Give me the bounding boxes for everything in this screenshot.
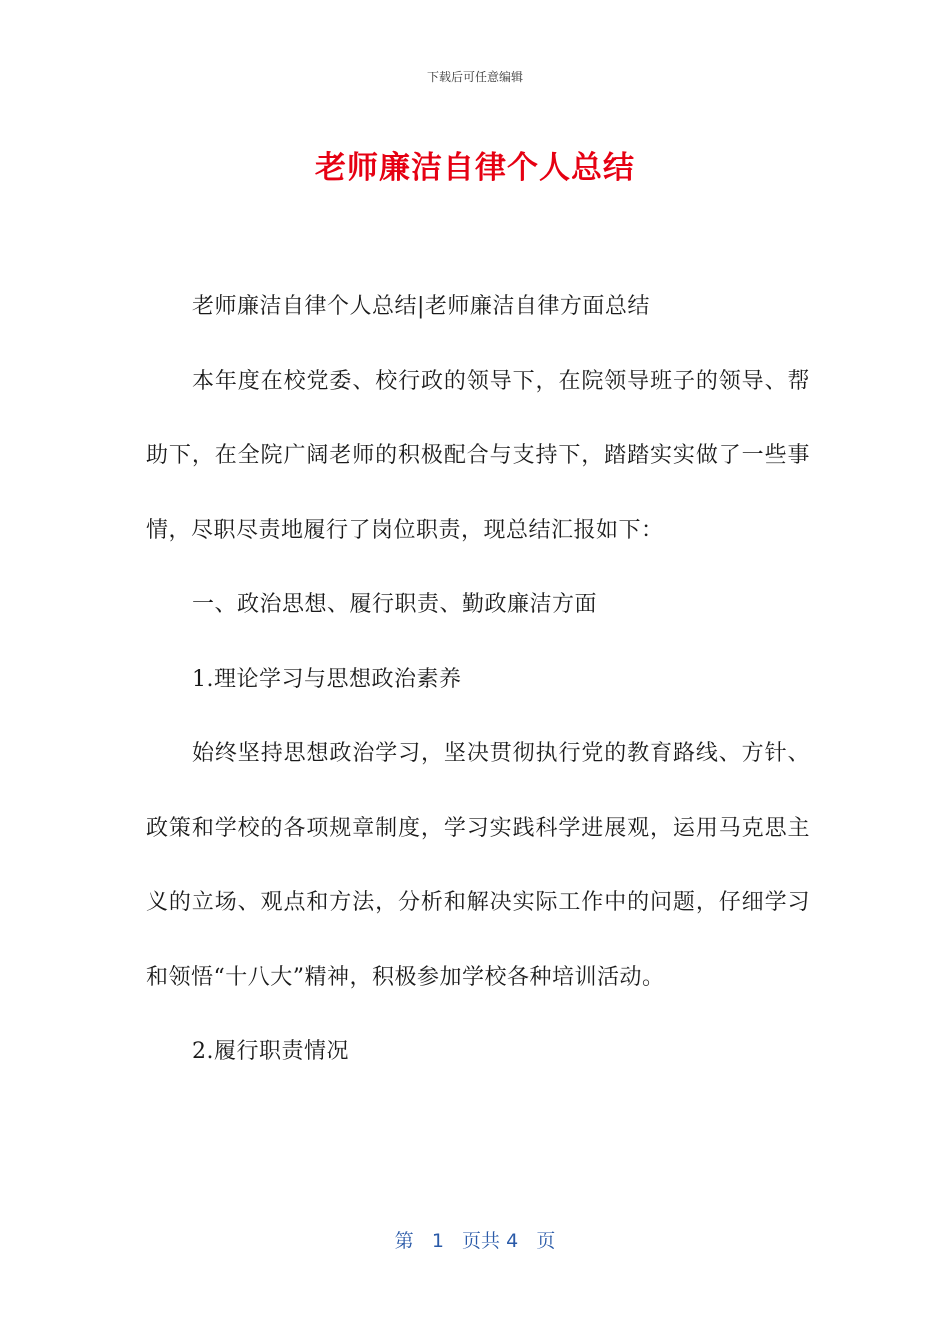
paragraph-intro: 本年度在校党委、校行政的领导下，在院领导班子的领导、帮助下，在全院广阔老师的积极配合与支持下，踏踏实实做了一些事情，尽职尽责地履行了岗位职责，现总结汇报如下：: [146, 368, 810, 543]
paragraph-subtitle: 老师廉洁自律个人总结|老师廉洁自律方面总结: [192, 294, 650, 319]
footer-page-suffix: 页: [536, 1230, 556, 1252]
page-footer: [0, 1226, 950, 1253]
footer-page-prefix: 第: [394, 1230, 414, 1252]
subsection-heading-2: 2.履行职责情况: [192, 1039, 349, 1064]
footer-total-pages: 4: [506, 1230, 519, 1252]
paragraph-study: 始终坚持思想政治学习，坚决贯彻执行党的教育路线、方针、政策和学校的各项规章制度，学习实践科学进展观，运用马克思主义的立场、观点和方法，分析和解决实际工作中的问题，仔细学习和领悟“十八大”精神，积极参加学校各种培训活动。: [146, 741, 810, 990]
footer-current-page: 1: [431, 1230, 444, 1252]
document-title: 老师廉洁自律个人总结: [315, 150, 635, 186]
section-heading-1: 一、政治思想、履行职责、勤政廉洁方面: [192, 592, 598, 617]
footer-page-mid: 页共: [462, 1230, 501, 1252]
subsection-heading-1: 1.理论学习与思想政治素养: [192, 666, 462, 692]
document-body: [146, 270, 810, 1090]
header-note: 下载后可任意编辑: [426, 70, 523, 84]
